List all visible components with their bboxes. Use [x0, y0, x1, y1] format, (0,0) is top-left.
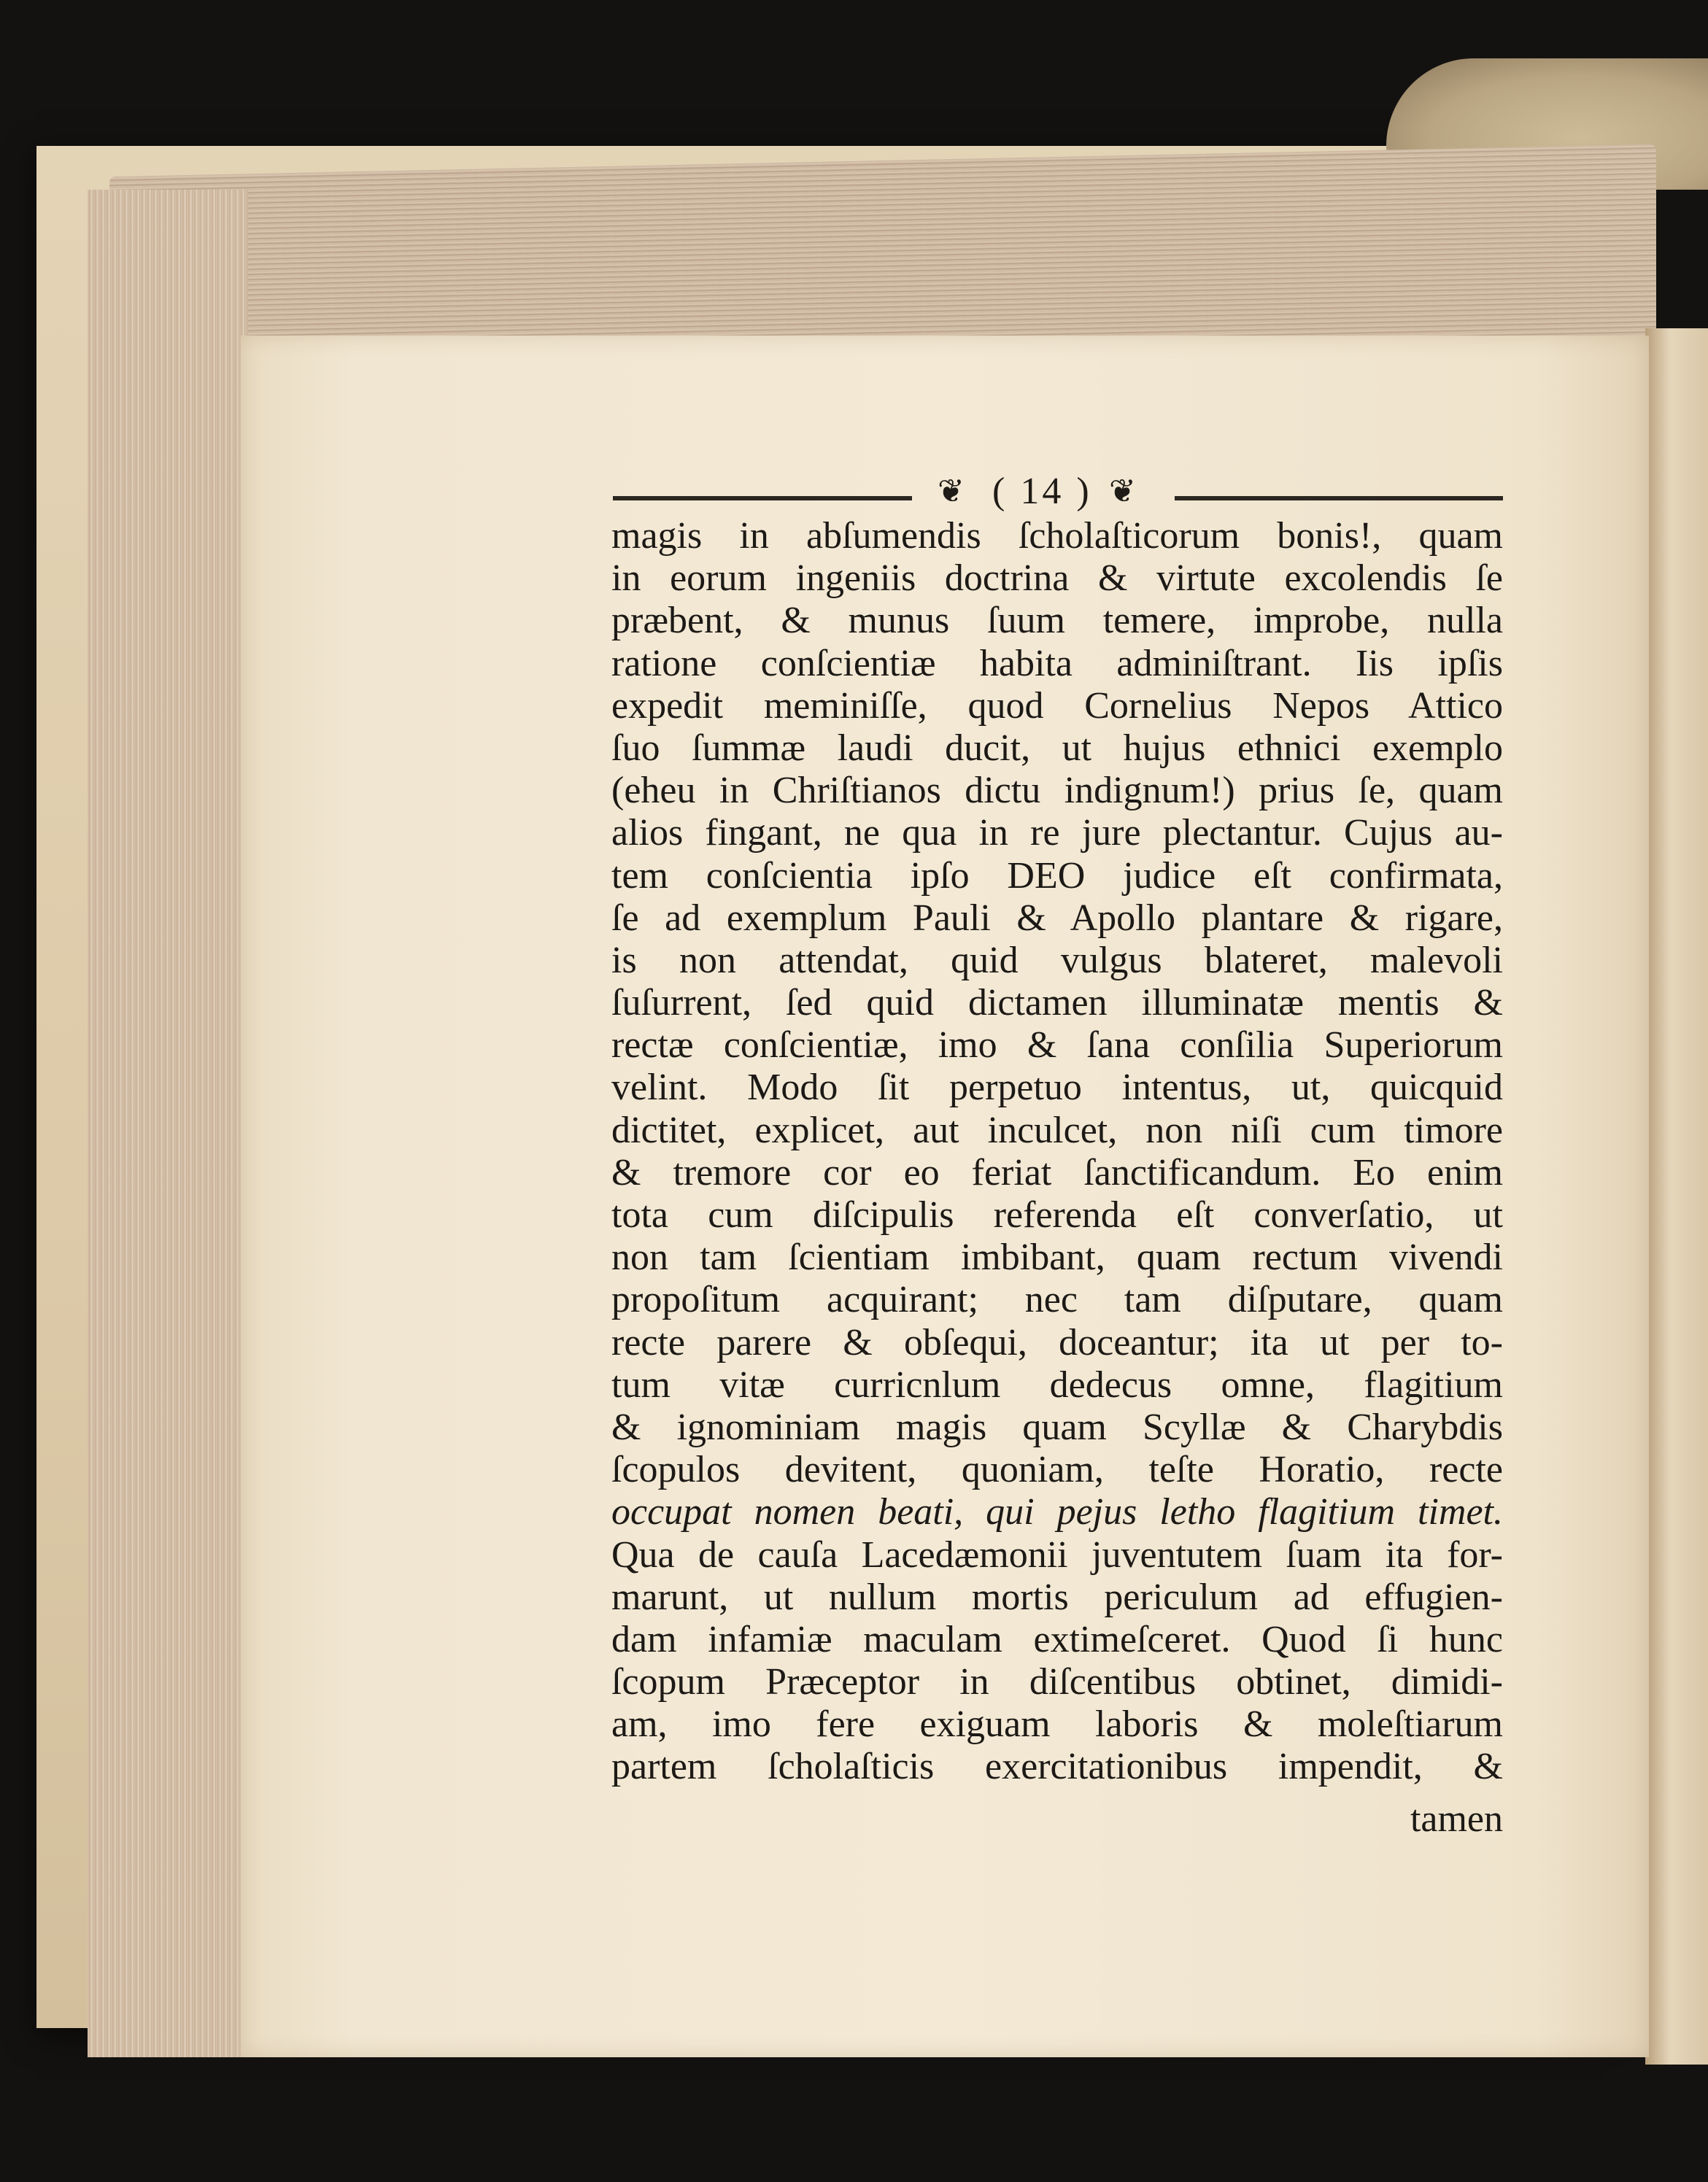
text-line: am, imo fere exiguam laboris & moleſtiarum [611, 1703, 1503, 1746]
text-line: non tam ſcientiam imbibant, quam rectum vivendi [611, 1237, 1503, 1279]
text-line: præbent, & munus ſuum temere, improbe, nulla [611, 600, 1503, 642]
catchword: tamen [1410, 1798, 1503, 1840]
text-line: tota cum diſcipulis referenda eſt converſatio, ut [611, 1194, 1503, 1236]
text-line: & ignominiam magis quam Scyllæ & Charybdis [611, 1406, 1503, 1448]
text-line: tum vitæ curricnlum dedecus omne, flagitium [611, 1363, 1503, 1406]
text-line: tem conſcientia ipſo DEO judice eſt confirmata, [611, 854, 1503, 897]
text-line: dam infamiæ maculam extimeſceret. Quod ſi hunc [611, 1618, 1503, 1660]
text-line: velint. Modo ſit perpetuo intentus, ut, quicquid [611, 1067, 1503, 1109]
text-line: rectæ conſcientiæ, imo & ſana conſilia Superiorum [611, 1024, 1503, 1067]
text-line: ſuo ſummæ laudi ducit, ut hujus ethnici exemplo [611, 727, 1503, 769]
text-line: & tremore cor eo feriat ſanctificandum. Eo enim [611, 1151, 1503, 1193]
text-line: partem ſcholaſticis exercitationibus impendit, & [611, 1746, 1503, 1788]
text-line: propoſitum acquirant; nec tam diſputare, quam [611, 1279, 1503, 1321]
text-line: dictitet, explicet, aut inculcet, non niſi cum timore [611, 1109, 1503, 1151]
text-line: recte parere & obſequi, doceantur; ita ut per to- [611, 1321, 1503, 1363]
page-header [613, 467, 1503, 511]
text-line: (eheu in Chriſtianos dictu indignum!) prius ſe, quam [611, 770, 1503, 812]
text-line: ſe ad exemplum Pauli & Apollo plantare & rigare, [611, 897, 1503, 939]
text-line: ſcopum Præceptor in diſcentibus obtinet, dimidi- [611, 1661, 1503, 1703]
opposite-page [1645, 328, 1708, 2065]
text-line: ſuſurrent, ſed quid dictamen illuminatæ mentis & [611, 982, 1503, 1024]
text-line: Qua de cauſa Lacedæmonii juventutem ſuam ita for- [611, 1533, 1503, 1576]
page-number: ( 14 ) [992, 471, 1092, 512]
text-line: is non attendat, quid vulgus blateret, malevoli [611, 939, 1503, 981]
ornament-left-icon: ❦ [938, 473, 965, 510]
text-line: alios fingant, ne qua in re jure plectantur. Cujus au- [611, 812, 1503, 854]
text-line: expedit meminiſſe, quod Cornelius Nepos Attico [611, 684, 1503, 727]
text-line: occupat nomen beati, qui pejus letho flagitium timet. [611, 1491, 1503, 1533]
body-text [611, 515, 1503, 1789]
ornament-right-icon: ❦ [1109, 473, 1136, 510]
page-stack-left [88, 190, 248, 2057]
text-line: in eorum ingeniis doctrina & virtute excolendis ſe [611, 557, 1503, 600]
text-line: marunt, ut nullum mortis periculum ad effugien- [611, 1576, 1503, 1618]
text-line: ratione conſcientiæ habita adminiſtrant. Iis ipſis [611, 642, 1503, 684]
header-rule-right [1175, 496, 1503, 500]
header-rule-left [613, 496, 912, 500]
text-line: ſcopulos devitent, quoniam, teſte Horatio, recte [611, 1449, 1503, 1491]
text-line: magis in abſumendis ſcholaſticorum bonis!, quam [611, 515, 1503, 557]
